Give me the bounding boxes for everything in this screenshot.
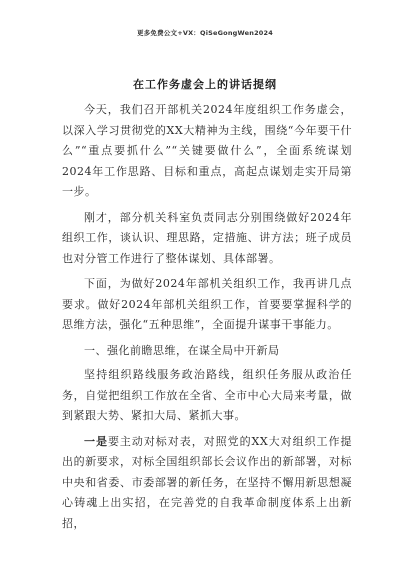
paragraph-text: 要主动对标对表，对照党的XX大对组织工作提出的新要求，对标全国组织部长会议作出的新部署，对标中央和省委、市委部署的新任务，在坚持不懈用新思想凝心铸魂上出实招，在完善党的自我革命制度体系上出新招，	[62, 434, 352, 530]
paragraph-text: 一、强化前瞻思维，在谋全局中开新局	[84, 343, 280, 357]
paragraph	[62, 432, 352, 535]
paragraph	[62, 365, 352, 427]
section-heading	[62, 341, 352, 362]
paragraph	[62, 274, 352, 336]
paragraph-lead: 一是	[84, 434, 108, 448]
paragraph-text: 坚持组织路线服务政治路线，组织任务服从政治任务，自觉把组织工作放在全省、全市中心大局来考量，做到紧跟大势、紧扣大局、紧抓大事。	[62, 368, 352, 422]
paragraph	[62, 100, 352, 203]
document-body	[62, 100, 352, 539]
paragraph	[62, 208, 352, 270]
paragraph-text: 刚才，部分机关科室负责同志分别围绕做好2024年组织工作，谈认识、理思路，定措施、讲方法；班子成员也对分管工作进行了整体谋划、具体部署。	[62, 210, 352, 265]
document-title: 在工作务虚会上的讲话提纲	[133, 78, 277, 91]
paragraph-text: 今天，我们召开部机关2024年度组织工作务虚会，以深入学习贯彻党的XX大精神为主线，围绕“今年要干什么”“重点要抓什么”“关键要做什么”，全面系统谋划2024年工作思路、目标和重点，高起点谋划走实开局第一步。	[62, 103, 352, 198]
paragraph-text: 下面，为做好2024年部机关组织工作，我再讲几点要求。做好2024年部机关组织工作，首要要掌握科学的思维方法，强化“五种思维”，全面提升谋事干事能力。	[62, 277, 352, 331]
watermark-header: 更多免费公文+VX：QiSeGongWen2024	[137, 29, 273, 37]
